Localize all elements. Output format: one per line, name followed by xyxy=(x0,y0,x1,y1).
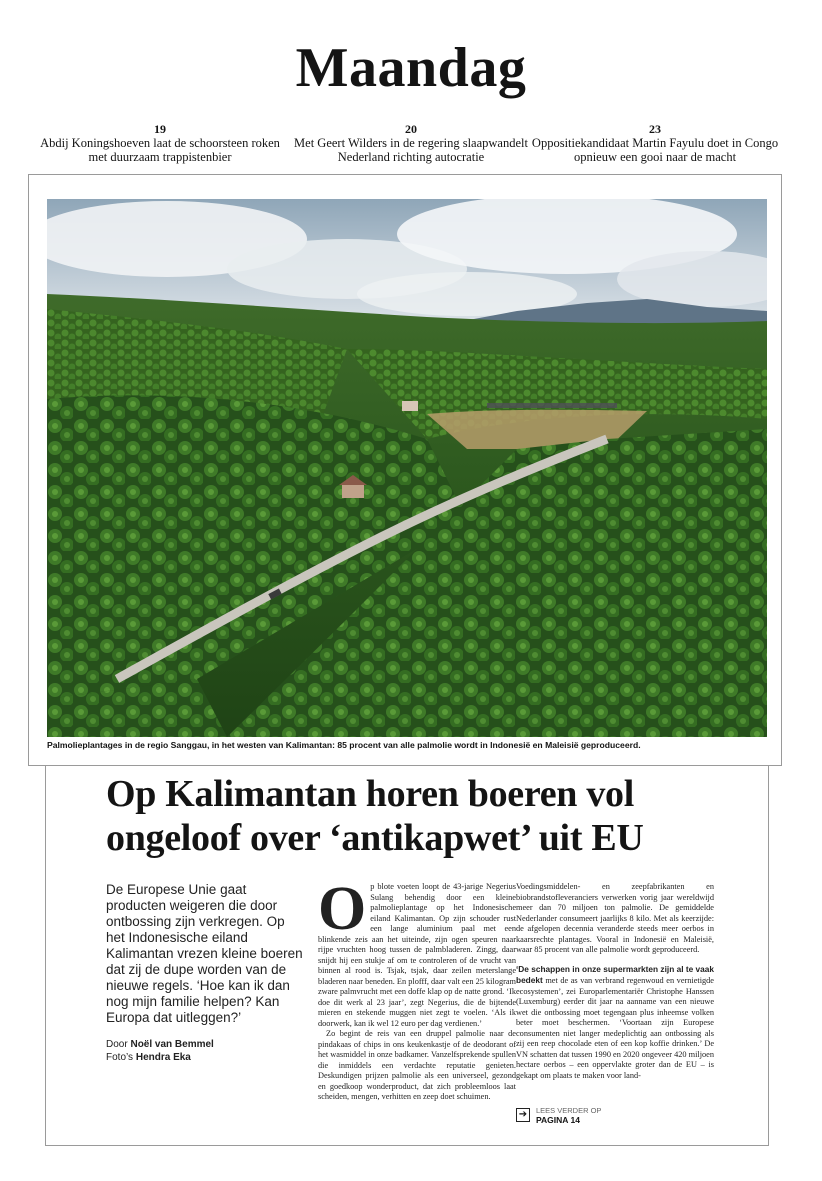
body-paragraph: Voedingsmiddelen- en zeepfabrikanten en biobrandstofleveranciers verwerken vorig jaar wereldwijd meer dan 70 miljoen ton palmolie. De gemiddelde Nederlander consumeert jaarlijks 8 kilo. Met als keerzijde: de afgelopen decennia veranderde steeds meer oerbos in kaarsrechte plantages. Vooral in Indonesië en Maleisië, waar 85 procent van alle palmolie wordt geproduceerd. xyxy=(516,882,714,954)
teaser-text: Oppositiekandidaat Martin Fayulu doet in Congo opnieuw een gooi naar de macht xyxy=(531,136,779,164)
article-column-2 xyxy=(516,882,714,1081)
drop-cap: O xyxy=(318,875,367,943)
teaser-item[interactable] xyxy=(530,122,780,164)
continued-page: PAGINA 14 xyxy=(536,1115,580,1125)
article xyxy=(45,766,769,1146)
teaser-bar xyxy=(0,122,822,170)
page-title: Maandag xyxy=(295,37,527,99)
quote-lead: ‘De schappen in onze supermarkten zijn al te vaak bedekt xyxy=(516,963,714,985)
article-headline[interactable]: Op Kalimantan horen boeren vol ongeloof over ‘antikapwet’ uit EU xyxy=(106,773,644,859)
teaser-page-number: 23 xyxy=(649,122,661,136)
body-paragraph: p blote voeten loopt de 43-jarige Negerius Sulang behendig door een kleine palmolieplantage op het Indonesische eiland Kalimantan. Op zijn schouder rust een lange aluminium paal met een blinkende zeis aan het uiteinde, zijn ogen speuren naar rijpe vruchten hoog tussen de palmbladeren. Zingg, daar snijdt hij een stukje af om te controleren of de vrucht van binnen al rood is. Tsjak, tsjak, daar zeilen meterslange bladeren naar beneden. En plofff, daar valt een 25 kilogram zware palmvrucht met een doffe klap op de natte grond. ‘Ik doe dit werk al 23 jaar’, zegt Negerius, die de bijtende mieren en stekende muggen niet zegt te voelen. ‘Als ik doorwerk, kan ik wel 12 euro per dag verdienen.’ xyxy=(318,882,516,1028)
teaser-text: Met Geert Wilders in de regering slaapwandelt Nederland richting autocratie xyxy=(294,136,528,164)
quote-rest: met de as van verbrand regenwoud en vernietigde ecosystemen’, zei Europarlementariër Christophe Hanssen (Luxemburg) eerder dit jaar na aanname van een nieuwe wet die ontbossing moet tegengaan plus inheemse volken beter moet beschermen. ‘Voortaan zijn Europese consumenten niet langer medeplichtig aan ontbossing als zij een reep chocolade eten of een kop koffie drinken.’ De VN schatten dat tussen 1990 en 2020 ongeveer 420 miljoen hectare oerbos – een oppervlakte groter dan de EU – is gekapt om plaats te maken voor land- xyxy=(516,976,714,1080)
teaser-page-number: 19 xyxy=(154,122,166,136)
photo-frame xyxy=(28,174,782,766)
photographer-name: Hendra Eka xyxy=(135,1052,191,1063)
article-column-1 xyxy=(318,875,516,1103)
photo-caption: Palmolieplantages in de regio Sanggau, in het westen van Kalimantan: 85 procent van alle palmolie wordt in Indonesië en Maleisië geproduceerd. xyxy=(47,740,641,750)
article-intro: De Europese Unie gaat producten weigeren die door ontbossing zijn verkregen. Op het Indonesische eiland Kalimantan vrezen kleine boeren dat zij de dupe worden van de nieuwe regels. ‘Hoe kan ik dan nog mijn familie helpen? Kan Europa dat uitleggen?’ xyxy=(106,882,303,1025)
teaser-text: Abdij Koningshoeven laat de schoorsteen roken met duurzaam trappistenbier xyxy=(40,136,280,164)
teaser-item[interactable] xyxy=(286,122,536,164)
arrow-right-icon: ➔ xyxy=(516,1108,530,1122)
body-paragraph: Zo begint de reis van een druppel palmolie naar de pindakaas of chips in ons keukenkastje of de deodorant of het wasmiddel in onze badkamer. Vanzelfsprekende spullen die inmiddels een verdachte reputatie genieten. Deskundigen prijzen palmolie als een universeel, gezond en goedkoop wonderproduct, dat zich probleemloos laat scheiden, mengen, verhitten en zeep doet schuimen. xyxy=(318,1029,516,1101)
teaser-item[interactable] xyxy=(35,122,285,164)
article-byline xyxy=(106,1038,304,1064)
author-name: Noël van Bemmel xyxy=(130,1039,214,1050)
aerial-plantation-illustration xyxy=(47,199,767,737)
teaser-page-number: 20 xyxy=(405,122,417,136)
plantation-photo xyxy=(47,199,767,737)
byline-prefix: Door xyxy=(106,1039,128,1050)
photo-credit-prefix: Foto’s xyxy=(106,1052,134,1063)
continued-link[interactable] xyxy=(516,1104,716,1128)
body-paragraph-quote xyxy=(516,964,714,1082)
continued-label: LEES VERDER OP xyxy=(536,1106,602,1115)
